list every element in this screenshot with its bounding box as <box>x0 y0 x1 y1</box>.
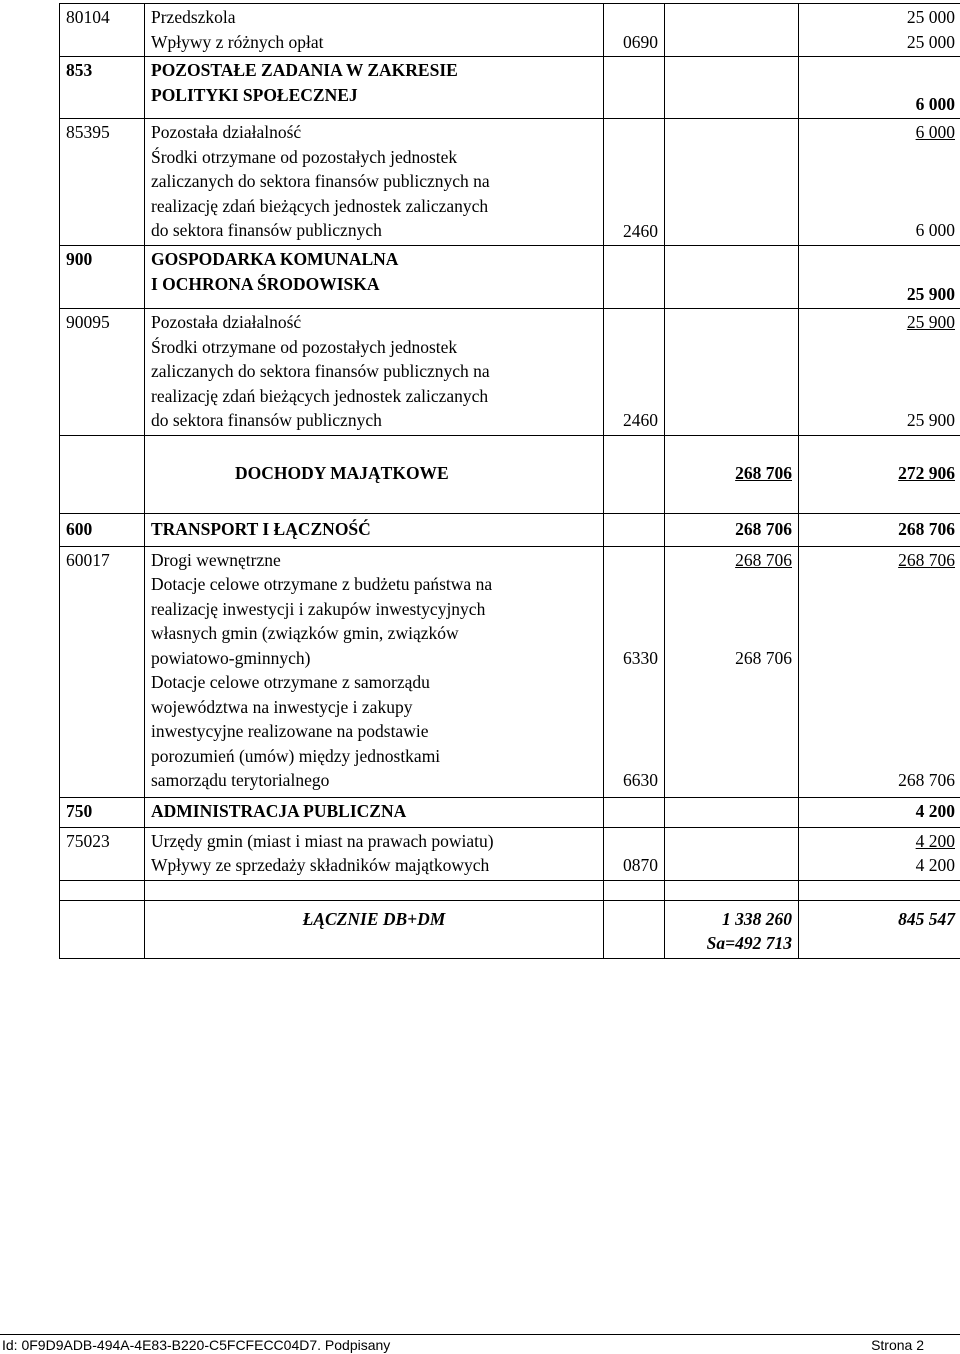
table-row-75023 <box>60 827 960 880</box>
row-value-1 <box>665 246 799 309</box>
description-line: zaliczanych do sektora finansów publicznych na <box>151 359 597 384</box>
budget-table <box>59 3 960 959</box>
description-line: zaliczanych do sektora finansów publicznych na <box>151 169 597 194</box>
row-description <box>145 827 604 880</box>
row-paragraph <box>604 4 665 57</box>
table-row-85395 <box>60 119 960 246</box>
row-value-2 <box>799 546 960 797</box>
row-description <box>145 546 604 797</box>
description-line: realizację zdań bieżących jednostek zaliczanych <box>151 194 597 219</box>
table-row-80104 <box>60 4 960 57</box>
amount: 272 906 <box>799 435 960 513</box>
table-row-600 <box>60 513 960 546</box>
row-value-2 <box>799 246 960 309</box>
row-value-1 <box>665 4 799 57</box>
row-code: 900 <box>60 246 145 309</box>
row-paragraph <box>604 57 665 119</box>
total-value-1 <box>665 900 799 958</box>
description-line: Pozostała działalność <box>151 310 597 335</box>
row-value-2 <box>799 4 960 57</box>
document-id: Id: 0F9D9ADB-494A-4E83-B220-C5FCFECC04D7. Podpisany <box>2 1336 390 1354</box>
amount: 268 706 <box>805 768 955 793</box>
description-line: własnych gmin (związków gmin, związków <box>151 621 597 646</box>
row-code: 75023 <box>60 827 145 880</box>
description-line: porozumień (umów) między jednostkami <box>151 744 597 769</box>
row-code: 90095 <box>60 309 145 436</box>
row-paragraph <box>604 827 665 880</box>
description-line: Przedszkola <box>151 5 597 30</box>
description-line: Dotacje celowe otrzymane z budżetu państwa na <box>151 572 597 597</box>
table-row-900 <box>60 246 960 309</box>
description-line: Wpływy z różnych opłat <box>151 30 597 55</box>
description-line: Pozostała działalność <box>151 120 597 145</box>
description-line: I OCHRONA ŚRODOWISKA <box>151 272 597 297</box>
page-number: Strona 2 <box>871 1336 924 1354</box>
amount: 268 706 <box>805 548 955 573</box>
total-label: ŁĄCZNIE DB+DM <box>145 900 604 958</box>
amount: 268 706 <box>665 513 799 546</box>
row-description <box>145 57 604 119</box>
amount: 25 900 <box>805 310 955 335</box>
amount: 25 900 <box>805 282 955 307</box>
row-description <box>145 4 604 57</box>
description-line: realizację zdań bieżących jednostek zaliczanych <box>151 384 597 409</box>
row-value-1 <box>665 119 799 246</box>
row-value-2 <box>799 119 960 246</box>
row-value-1 <box>665 57 799 119</box>
amount: 268 706 <box>671 646 792 671</box>
description-line: powiatowo-gminnych) <box>151 646 597 671</box>
row-value-2 <box>799 57 960 119</box>
description-line: Dotacje celowe otrzymane z samorządu <box>151 670 597 695</box>
amount: 6 000 <box>805 92 955 117</box>
paragraph-code: 0870 <box>610 853 658 878</box>
row-paragraph <box>604 246 665 309</box>
description-line: realizację inwestycji i zakupów inwestycyjnych <box>151 597 597 622</box>
row-description <box>145 246 604 309</box>
paragraph-code: 6630 <box>610 768 658 793</box>
row-code: 853 <box>60 57 145 119</box>
amount: 4 200 <box>805 829 955 854</box>
section-row-dochody-majatkowe <box>60 435 960 513</box>
row-description: TRANSPORT I ŁĄCZNOŚĆ <box>145 513 604 546</box>
amount: 1 338 260 <box>671 907 792 932</box>
description-line: inwestycyjne realizowane na podstawie <box>151 719 597 744</box>
row-description <box>145 309 604 436</box>
description-line: do sektora finansów publicznych <box>151 408 597 433</box>
amount: 6 000 <box>805 120 955 145</box>
description-line: do sektora finansów publicznych <box>151 218 597 243</box>
row-code: 80104 <box>60 4 145 57</box>
amount: 25 000 <box>805 30 955 55</box>
amount: 4 200 <box>805 853 955 878</box>
table-row-90095 <box>60 309 960 436</box>
total-row <box>60 900 960 958</box>
description-line: Wpływy ze sprzedaży składników majątkowych <box>151 853 597 878</box>
description-line: GOSPODARKA KOMUNALNA <box>151 247 597 272</box>
row-value-2 <box>799 827 960 880</box>
description-line: Środki otrzymane od pozostałych jednostek <box>151 335 597 360</box>
row-paragraph <box>604 546 665 797</box>
description-line: Środki otrzymane od pozostałych jednostek <box>151 145 597 170</box>
amount: 6 000 <box>805 218 955 243</box>
page-footer <box>0 1334 960 1354</box>
description-line: POZOSTAŁE ZADANIA W ZAKRESIE <box>151 58 597 83</box>
row-code: 60017 <box>60 546 145 797</box>
amount: 25 000 <box>805 5 955 30</box>
row-code: 750 <box>60 797 145 827</box>
table-row-empty <box>60 880 960 900</box>
table-row-853 <box>60 57 960 119</box>
description-line: województwa na inwestycje i zakupy <box>151 695 597 720</box>
description-line: Drogi wewnętrzne <box>151 548 597 573</box>
table-row-750 <box>60 797 960 827</box>
paragraph-code: 2460 <box>610 408 658 433</box>
amount: 268 706 <box>671 548 792 573</box>
row-value-1 <box>665 546 799 797</box>
table-row-60017 <box>60 546 960 797</box>
description-line: Urzędy gmin (miast i miast na prawach powiatu) <box>151 829 597 854</box>
amount: 25 900 <box>805 408 955 433</box>
row-description: ADMINISTRACJA PUBLICZNA <box>145 797 604 827</box>
paragraph-code: 0690 <box>610 30 658 55</box>
description-line: samorządu terytorialnego <box>151 768 597 793</box>
total-value-2: 845 547 <box>799 900 960 958</box>
row-value-1 <box>665 309 799 436</box>
section-title: DOCHODY MAJĄTKOWE <box>145 435 604 513</box>
row-value-2 <box>799 309 960 436</box>
amount: 268 706 <box>665 435 799 513</box>
amount: Sa=492 713 <box>671 931 792 956</box>
amount: 268 706 <box>799 513 960 546</box>
row-paragraph <box>604 309 665 436</box>
row-paragraph <box>604 119 665 246</box>
row-code: 600 <box>60 513 145 546</box>
amount: 4 200 <box>799 797 960 827</box>
description-line: POLITYKI SPOŁECZNEJ <box>151 83 597 108</box>
paragraph-code: 2460 <box>610 219 658 244</box>
row-code: 85395 <box>60 119 145 246</box>
paragraph-code: 6330 <box>610 646 658 671</box>
row-description <box>145 119 604 246</box>
